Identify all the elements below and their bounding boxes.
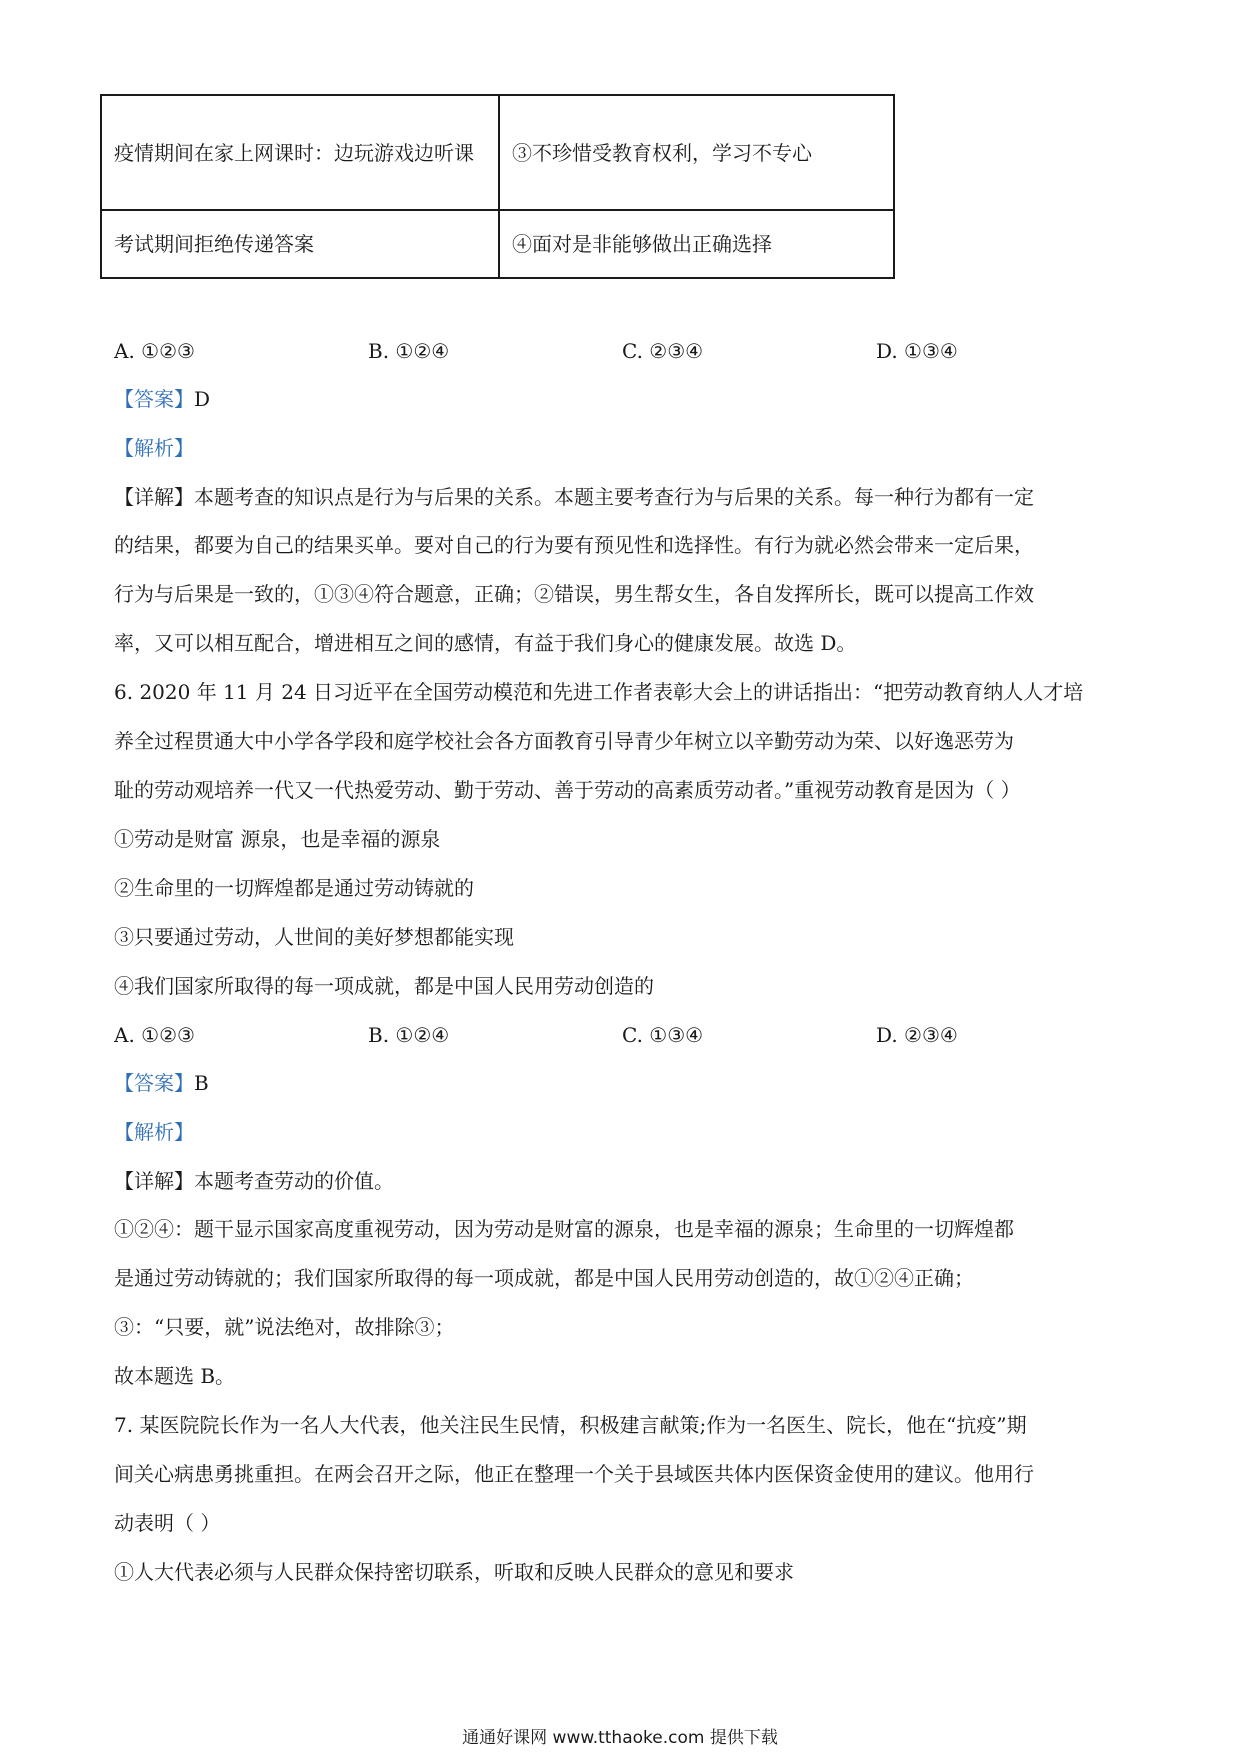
q6-options xyxy=(114,1022,1134,1048)
q6-statement: ②生命里的一切辉煌都是通过劳动铸就的 xyxy=(114,876,474,900)
q6-detail-line: 故本题选 B。 xyxy=(114,1364,236,1388)
q6-analysis-label: 【解析】 xyxy=(114,1120,194,1144)
answer-label: 【答案】 xyxy=(114,387,194,411)
q7-stem-line: 间关心病患勇挑重担。在两会召开之际，他正在整理一个关于县域医共体内医保资金使用的建议。他用行 xyxy=(114,1462,1034,1486)
answer-value: D xyxy=(194,387,211,411)
table-cell: ③不珍惜受教育权利，学习不专心 xyxy=(499,95,894,210)
q5-option-d: D. ①③④ xyxy=(876,339,958,363)
q6-option-a: A. ①②③ xyxy=(114,1023,195,1047)
q7-stem-line: 动表明（ ） xyxy=(114,1511,221,1535)
q6-statement: ③只要通过劳动，人世间的美好梦想都能实现 xyxy=(114,925,514,949)
q5-option-a: A. ①②③ xyxy=(114,339,195,363)
q5-detail-line: 行为与后果是一致的，①③④符合题意，正确；②错误，男生帮女生，各自发挥所长，既可以提高工作效 xyxy=(114,582,1034,606)
q6-stem-line: 养全过程贯通大中小学各学段和庭学校社会各方面教育引导青少年树立以辛勤劳动为荣、以好逸恶劳为 xyxy=(114,729,1014,753)
q6-stem-line: 耻的劳动观培养一代又一代热爱劳动、勤于劳动、善于劳动的高素质劳动者。”重视劳动教育是因为（ ） xyxy=(114,778,1021,802)
page-footer: 通通好课网 www.tthaoke.com 提供下载 xyxy=(462,1728,778,1748)
q7-statement: ①人大代表必须与人民群众保持密切联系，听取和反映人民群众的意见和要求 xyxy=(114,1560,794,1584)
q6-statement: ①劳动是财富 源泉，也是幸福的源泉 xyxy=(114,827,441,851)
q6-statement: ④我们国家所取得的每一项成就，都是中国人民用劳动创造的 xyxy=(114,974,654,998)
q6-option-b: B. ①②④ xyxy=(368,1023,450,1047)
table-row xyxy=(101,95,894,210)
table-cell: ④面对是非能够做出正确选择 xyxy=(499,210,894,278)
table-cell: 考试期间拒绝传递答案 xyxy=(101,210,499,278)
q5-detail-line: 率，又可以相互配合，增进相互之间的感情，有益于我们身心的健康发展。故选 D。 xyxy=(114,631,857,655)
table-row xyxy=(101,210,894,278)
q5-detail-line: 【详解】本题考查的知识点是行为与后果的关系。本题主要考查行为与后果的关系。每一种行为都有一定 xyxy=(114,485,1034,509)
q6-answer xyxy=(114,1070,1134,1096)
q5-option-b: B. ①②④ xyxy=(368,339,450,363)
table-cell: 疫情期间在家上网课时：边玩游戏边听课 xyxy=(101,95,499,210)
q6-option-d: D. ②③④ xyxy=(876,1023,958,1047)
q6-stem-line: 6. 2020 年 11 月 24 日习近平在全国劳动模范和先进工作者表彰大会上的讲话指出：“把劳动教育纳人人才培 xyxy=(114,680,1084,704)
q6-detail-line: 是通过劳动铸就的；我们国家所取得的每一项成就，都是中国人民用劳动创造的，故①②④正确； xyxy=(114,1266,974,1290)
q5-answer xyxy=(114,386,1134,412)
q7-stem-line: 7. 某医院院长作为一名人大代表，他关注民生民情，积极建言献策;作为一名医生、院长，他在“抗疫”期 xyxy=(114,1413,1027,1437)
q6-detail-line: ③：“只要，就”说法绝对，故排除③； xyxy=(114,1315,455,1339)
q5-detail-line: 的结果，都要为自己的结果买单。要对自己的行为要有预见性和选择性。有行为就必然会带来一定后果， xyxy=(114,533,1034,557)
q5-options xyxy=(114,338,1134,364)
q5-analysis-label: 【解析】 xyxy=(114,436,194,460)
q6-option-c: C. ①③④ xyxy=(622,1023,704,1047)
answer-value: B xyxy=(194,1071,209,1095)
q6-detail-line: 【详解】本题考查劳动的价值。 xyxy=(114,1169,394,1193)
answer-label: 【答案】 xyxy=(114,1071,194,1095)
question-table xyxy=(100,94,895,279)
q6-detail-line: ①②④：题干显示国家高度重视劳动，因为劳动是财富的源泉，也是幸福的源泉；生命里的一切辉煌都 xyxy=(114,1217,1014,1241)
q5-option-c: C. ②③④ xyxy=(622,339,704,363)
